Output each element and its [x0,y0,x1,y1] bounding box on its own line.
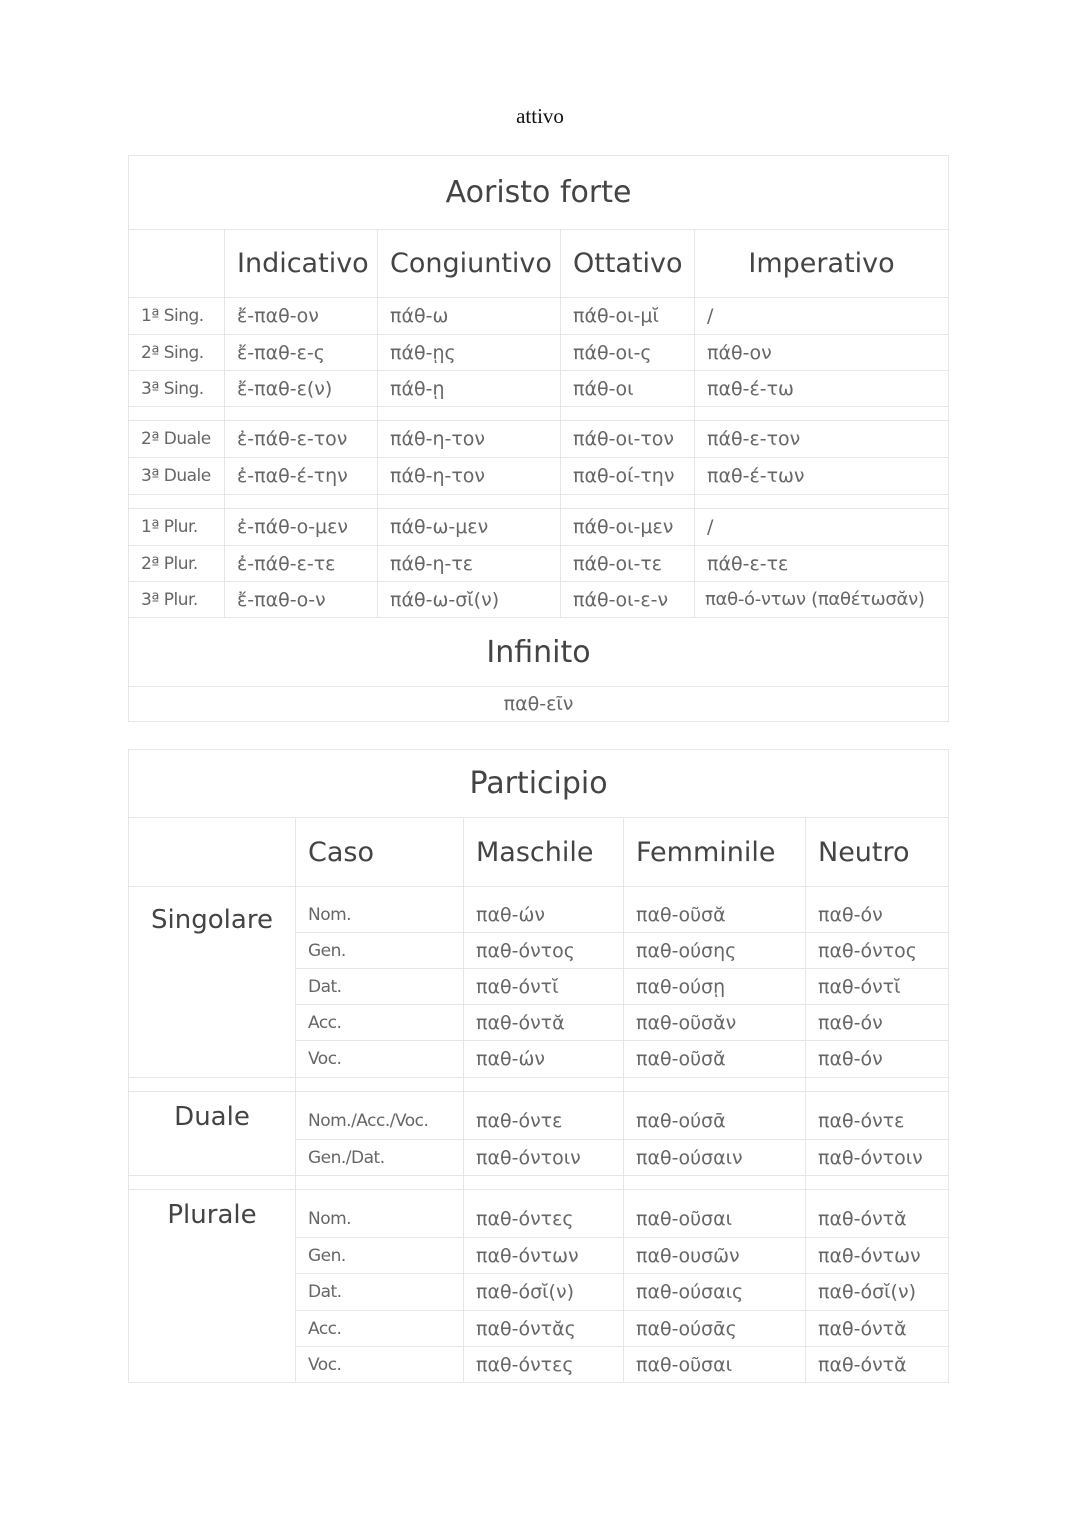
form-cell: παθ-όντος [464,933,624,969]
form-cell: παθ-οῦσᾰν [624,1005,806,1041]
row-label: 3ª Sing. [129,371,225,407]
form-cell: παθ-όντων [806,1238,949,1274]
form-cell: παθ-έ-των [695,458,949,495]
form-cell: πάθ-ω-μεν [378,509,561,546]
form-cell: παθ-όσῐ(ν) [806,1274,949,1311]
form-cell: / [695,509,949,546]
page-title: attivo [516,104,564,128]
row-separator [129,495,949,509]
form-cell: παθ-όν [806,1041,949,1078]
form-cell: πάθ-ω [378,298,561,335]
case-label: Acc. [296,1005,464,1041]
form-cell: παθ-ούσῃ [624,969,806,1005]
form-cell: παθ-όντᾰ [806,1311,949,1347]
infinitive-title: Infinito [129,618,949,687]
form-cell: πάθ-η-τον [378,421,561,458]
form-cell: παθ-όντᾰ [806,1190,949,1238]
form-cell: ἔ-παθ-ε-ς [225,335,378,371]
form-cell: πάθ-οι-ς [561,335,695,371]
number-label-singolare: Singolare [129,887,296,1078]
case-label: Gen. [296,1238,464,1274]
case-label: Dat. [296,969,464,1005]
form-cell: πάθ-ον [695,335,949,371]
form-cell: παθ-όντῐ [806,969,949,1005]
table-row [129,887,949,933]
form-cell: παθ-όντοιν [806,1140,949,1176]
form-cell: πάθ-ω-σῐ(ν) [378,582,561,618]
row-label: 2ª Duale [129,421,225,458]
table-title: Aoristo forte [129,156,949,230]
form-cell: ἐ-πάθ-ε-τε [225,546,378,582]
form-cell: ἐ-πάθ-ε-τον [225,421,378,458]
row-separator [129,1176,949,1190]
table-row [129,371,949,407]
form-cell: παθ-ούσαιν [624,1140,806,1176]
form-cell: παθ-ών [464,1041,624,1078]
form-cell: παθ-όντε [464,1092,624,1140]
form-cell: παθ-όντᾰς [464,1311,624,1347]
table-row [129,582,949,618]
form-cell: πάθ-ῃς [378,335,561,371]
form-cell: παθ-όντε [806,1092,949,1140]
row-separator [129,407,949,421]
row-label: 2ª Sing. [129,335,225,371]
form-cell: παθ-όντος [806,933,949,969]
corner-cell [129,230,225,298]
form-cell: πάθ-οι-τε [561,546,695,582]
table-row [129,546,949,582]
form-cell: ἔ-παθ-ε(ν) [225,371,378,407]
form-cell: παθ-όντᾰ [464,1005,624,1041]
form-cell: πάθ-οι-μῐ [561,298,695,335]
form-cell: παθ-ούσᾱς [624,1311,806,1347]
header-ottativo: Ottativo [561,230,695,298]
form-cell: πάθ-ε-τε [695,546,949,582]
number-label-plurale: Plurale [129,1190,296,1383]
case-label: Gen. [296,933,464,969]
form-cell: παθ-ουσῶν [624,1238,806,1274]
form-cell: παθ-ό-ντων (παθέτωσᾰν) [695,582,949,618]
table-row [129,421,949,458]
case-label: Nom. [296,887,464,933]
row-label: 2ª Plur. [129,546,225,582]
form-cell: πάθ-η-τε [378,546,561,582]
form-cell: πάθ-οι-ε-ν [561,582,695,618]
form-cell: παθ-όντοιν [464,1140,624,1176]
case-label: Voc. [296,1347,464,1383]
row-label: 1ª Plur. [129,509,225,546]
case-label: Dat. [296,1274,464,1311]
form-cell: παθ-όντες [464,1190,624,1238]
form-cell: παθ-έ-τω [695,371,949,407]
number-label-duale: Duale [129,1092,296,1176]
form-cell: πάθ-οι [561,371,695,407]
case-label: Voc. [296,1041,464,1078]
header-neutro: Neutro [806,818,949,887]
corner-cell [129,818,296,887]
form-cell: παθ-οῦσᾰ [624,1041,806,1078]
form-cell: παθ-οῦσαι [624,1347,806,1383]
form-cell: παθ-οῦσαι [624,1190,806,1238]
row-label: 3ª Duale [129,458,225,495]
form-cell: πάθ-ῃ [378,371,561,407]
case-label: Nom./Acc./Voc. [296,1092,464,1140]
form-cell: παθ-όντῐ [464,969,624,1005]
form-cell: παθ-ούσης [624,933,806,969]
form-cell: ἐ-παθ-έ-την [225,458,378,495]
table-row [129,509,949,546]
participle-table [128,749,949,1383]
header-maschile: Maschile [464,818,624,887]
header-femminile: Femminile [624,818,806,887]
header-indicativo: Indicativo [225,230,378,298]
form-cell: πάθ-ε-τον [695,421,949,458]
table-row [129,458,949,495]
form-cell: παθ-όν [806,1005,949,1041]
header-imperativo: Imperativo [695,230,949,298]
row-label: 3ª Plur. [129,582,225,618]
form-cell: ἐ-πάθ-ο-μεν [225,509,378,546]
infinitive-value: παθ-εῖν [129,687,949,722]
header-caso: Caso [296,818,464,887]
header-congiuntivo: Congiuntivo [378,230,561,298]
case-label: Acc. [296,1311,464,1347]
form-cell: παθ-όντες [464,1347,624,1383]
form-cell: παθ-ούσᾱ [624,1092,806,1140]
form-cell: / [695,298,949,335]
form-cell: πάθ-οι-μεν [561,509,695,546]
case-label: Gen./Dat. [296,1140,464,1176]
form-cell: ἔ-παθ-ον [225,298,378,335]
form-cell: παθ-όν [806,887,949,933]
table-row [129,1092,949,1140]
row-separator [129,1078,949,1092]
form-cell: παθ-όσῐ(ν) [464,1274,624,1311]
form-cell: πάθ-οι-τον [561,421,695,458]
form-cell: παθ-όντᾰ [806,1347,949,1383]
row-label: 1ª Sing. [129,298,225,335]
form-cell: παθ-ούσαις [624,1274,806,1311]
table-row [129,298,949,335]
form-cell: πάθ-η-τον [378,458,561,495]
form-cell: ἔ-παθ-ο-ν [225,582,378,618]
form-cell: παθ-όντων [464,1238,624,1274]
participle-title: Participio [129,750,949,818]
table-row [129,1190,949,1238]
form-cell: παθ-ών [464,887,624,933]
form-cell: παθ-οῦσᾰ [624,887,806,933]
aorist-conjugation-table [128,155,949,722]
table-row [129,335,949,371]
form-cell: παθ-οί-την [561,458,695,495]
case-label: Nom. [296,1190,464,1238]
